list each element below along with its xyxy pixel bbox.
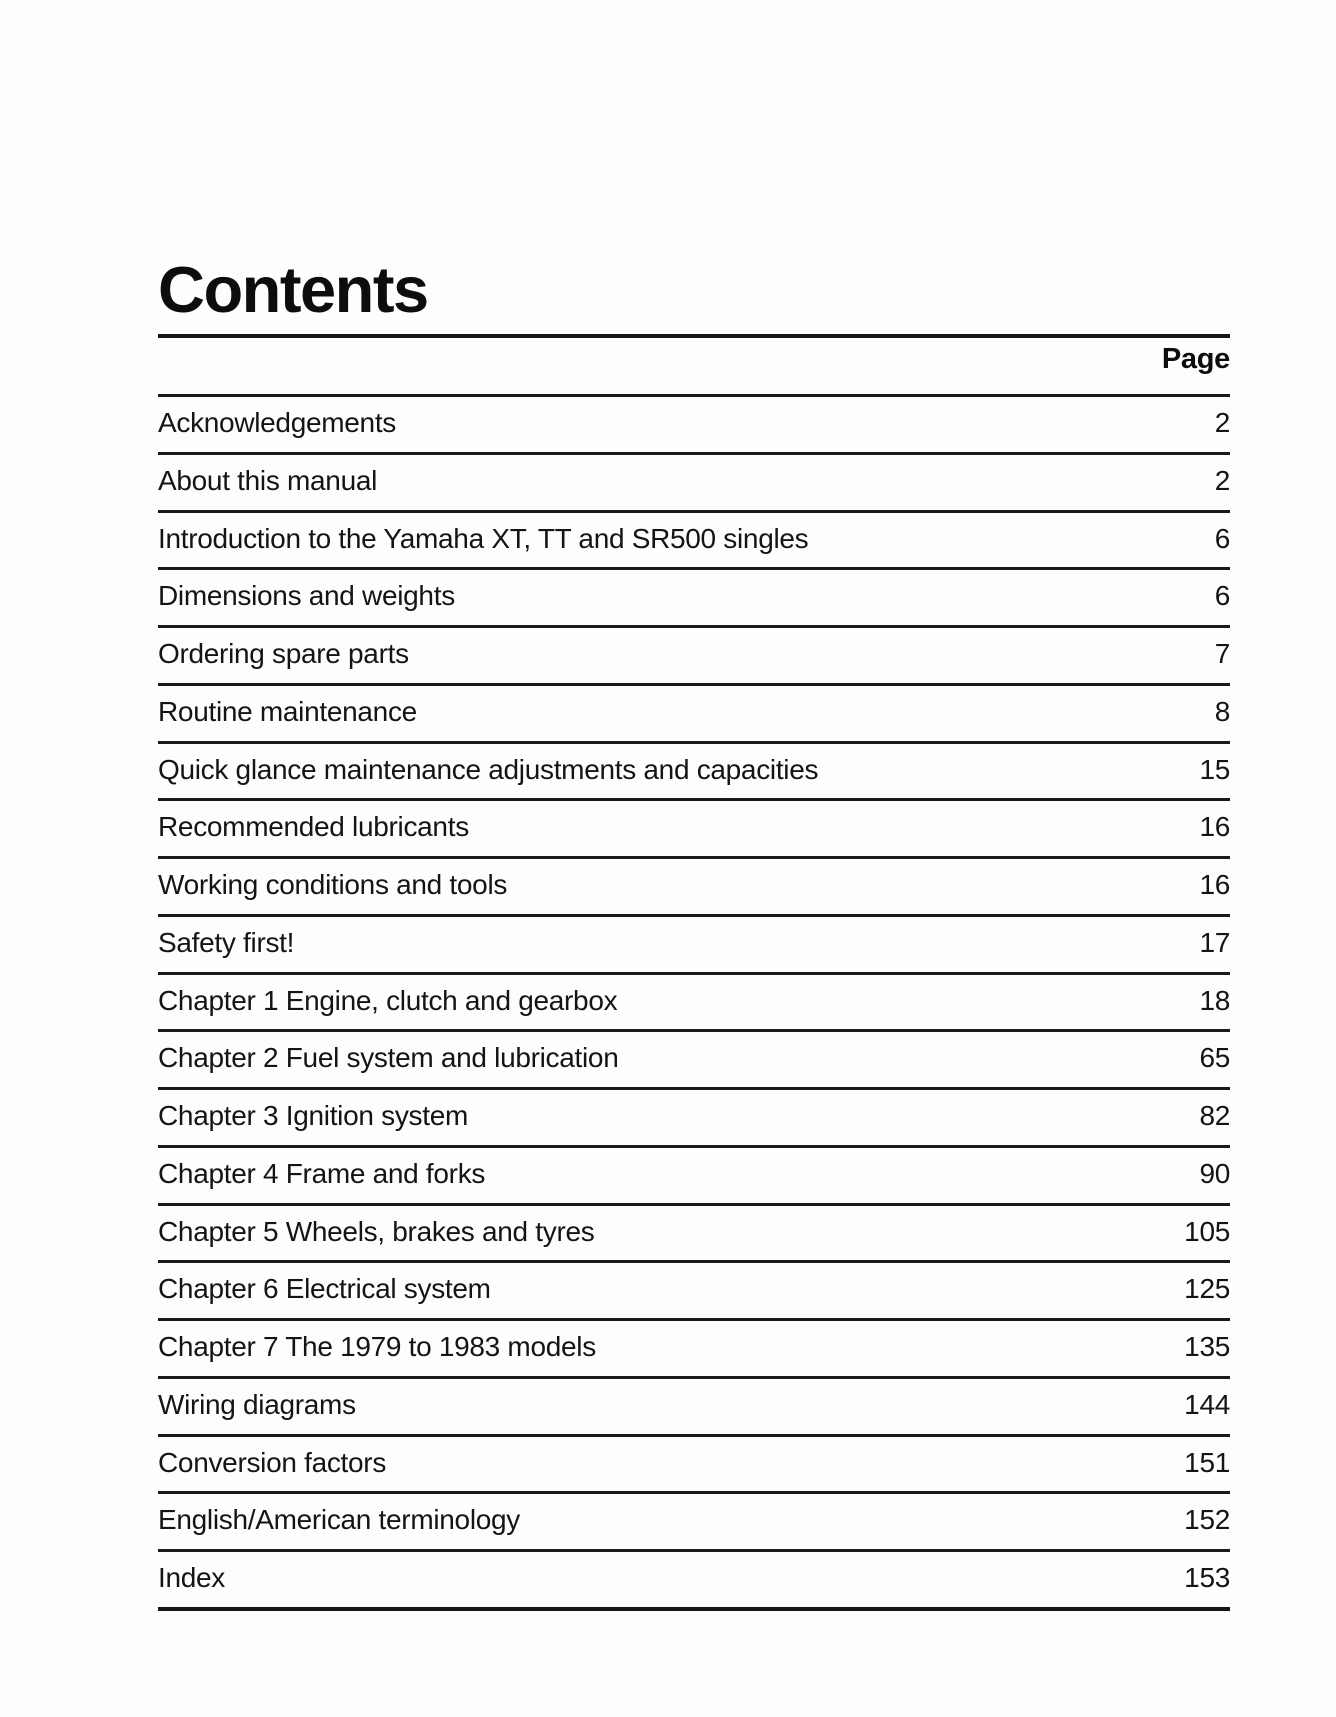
toc-entry-page: 65 [1199,1042,1230,1074]
toc-entry-page: 82 [1199,1100,1230,1131]
toc-entry-page: 16 [1199,869,1230,900]
toc-entry-page: 125 [1184,1273,1230,1305]
page-content [158,0,1230,1717]
toc-entry-page: 6 [1214,580,1230,612]
toc-entry-label: Quick glance maintenance adjustments and capacities [158,753,819,785]
toc-entry-page: 90 [1199,1157,1230,1189]
toc-entry-page: 151 [1184,1446,1230,1478]
toc-entry-label: Chapter 3 Ignition system [158,1100,468,1131]
toc-entry-page: 8 [1214,695,1230,727]
toc-row [158,567,1230,625]
toc-entry-page: 144 [1184,1388,1230,1420]
toc-entry-label: Routine maintenance [158,695,417,727]
toc-row [158,1029,1230,1087]
toc-entry-page: 153 [1184,1562,1230,1593]
toc-entry-label: Chapter 7 The 1979 to 1983 models [158,1331,596,1362]
title-rule [158,334,1230,338]
toc-entry-page: 6 [1214,522,1230,554]
toc-entry-label: Recommended lubricants [158,811,469,843]
toc-entry-label: Chapter 4 Frame and forks [158,1157,486,1189]
toc-row [158,1376,1230,1434]
toc-row [158,856,1230,914]
toc-row [158,972,1230,1030]
toc-entry-page: 152 [1184,1504,1230,1536]
toc-entry-label: Dimensions and weights [158,580,455,612]
toc-table [158,394,1230,1611]
toc-entry-label: Chapter 5 Wheels, brakes and tyres [158,1215,595,1247]
toc-row [158,1087,1230,1145]
toc-row [158,1434,1230,1492]
toc-row [158,452,1230,510]
toc-entry-label: Conversion factors [158,1446,387,1478]
toc-row [158,1491,1230,1549]
toc-row [158,683,1230,741]
page-title: Contents [158,253,428,326]
toc-entry-page: 17 [1199,926,1230,958]
toc-entry-label: Ordering spare parts [158,638,409,669]
toc-entry-page: 2 [1214,407,1230,438]
toc-entry-label: Introduction to the Yamaha XT, TT and SR500 singles [158,522,809,554]
toc-entry-label: Safety first! [158,926,295,958]
toc-entry-label: Chapter 2 Fuel system and lubrication [158,1042,619,1074]
toc-row [158,1549,1230,1607]
toc-row [158,798,1230,856]
toc-entry-label: Chapter 1 Engine, clutch and gearbox [158,984,618,1016]
toc-row [158,1318,1230,1376]
toc-entry-page: 18 [1199,984,1230,1016]
toc-entry-page: 105 [1184,1215,1230,1247]
toc-entry-page: 135 [1184,1331,1230,1362]
toc-entry-label: Wiring diagrams [158,1388,356,1420]
toc-entry-label: About this manual [158,464,378,496]
toc-row [158,1260,1230,1318]
toc-entry-label: Working conditions and tools [158,869,508,900]
toc-entry-label: Index [158,1562,225,1593]
toc-row [158,625,1230,683]
toc-entry-page: 15 [1199,753,1230,785]
toc-entry-label: Acknowledgements [158,407,396,438]
toc-entry-page: 2 [1214,464,1230,496]
toc-row [158,510,1230,568]
toc-row [158,741,1230,799]
page-column-header: Page [1161,343,1230,375]
toc-row [158,914,1230,972]
toc-row [158,1145,1230,1203]
toc-entry-label: English/American terminology [158,1504,520,1536]
toc-entry-page: 7 [1214,638,1230,669]
toc-entry-page: 16 [1199,811,1230,843]
toc-row [158,1203,1230,1261]
toc-entry-label: Chapter 6 Electrical system [158,1273,491,1305]
toc-row [158,394,1230,452]
